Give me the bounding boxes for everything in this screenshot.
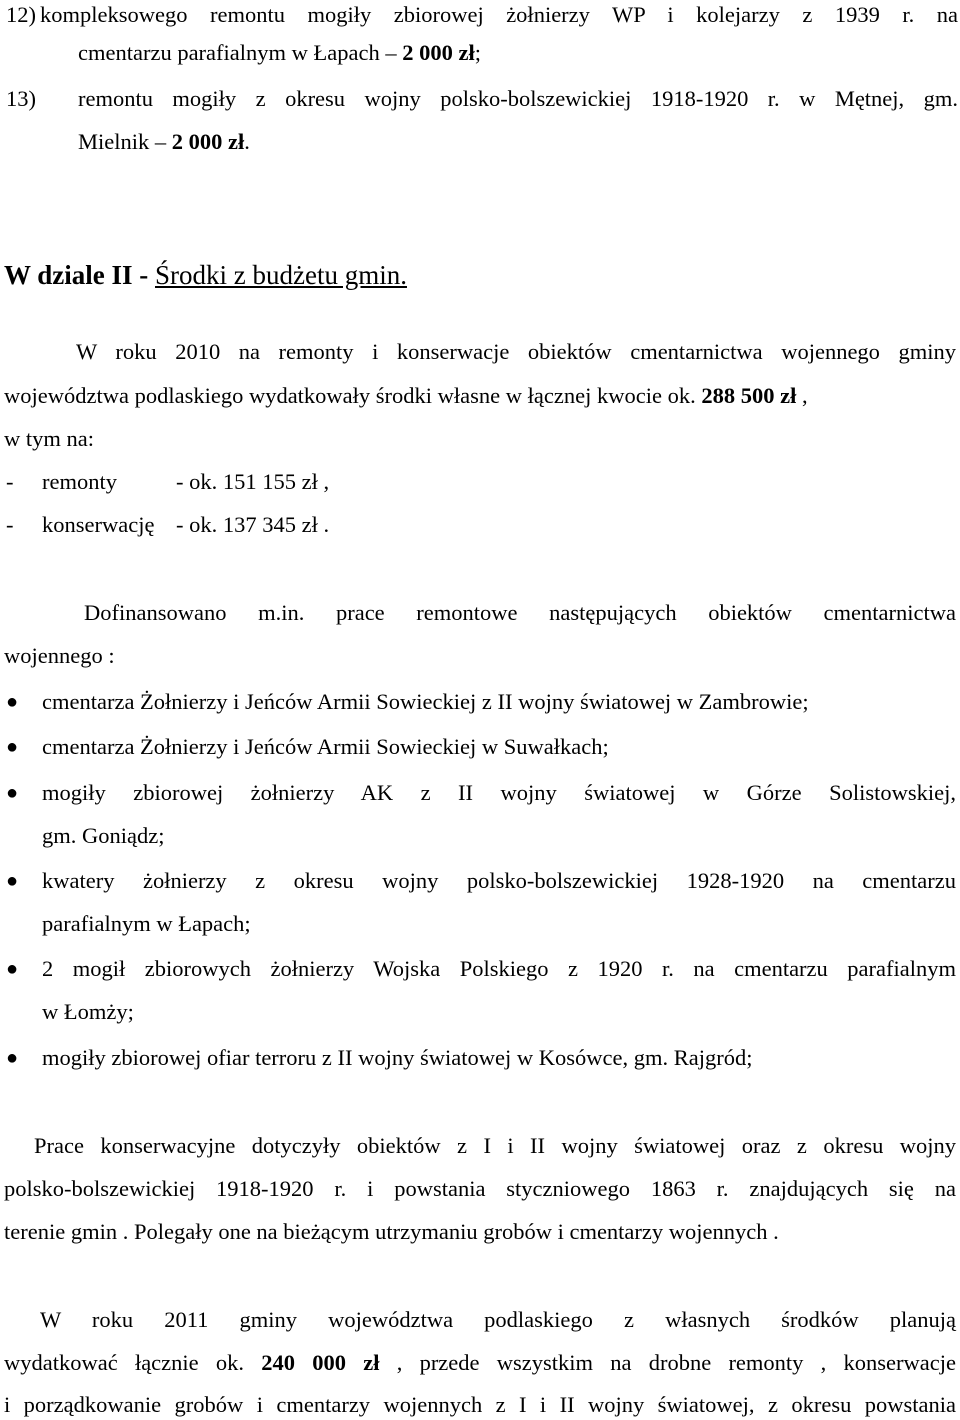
paragraph-text: wydatkować łącznie ok. (4, 1350, 262, 1375)
dash: - (6, 512, 14, 537)
amount: 240 000 zł (261, 1350, 380, 1375)
heading-underlined: Środki z budżetu gmin. (155, 260, 407, 290)
paragraph-line: polsko-bolszewickiej 1918-1920 r. i powstania styczniowego 1863 r. znajdujących się na (4, 1176, 956, 1201)
bullet-text: w Łomży; (42, 999, 134, 1024)
paragraph-line: terenie gmin . Polegały one na bieżącym utrzymaniu grobów i cmentarzy wojennych . (4, 1219, 779, 1244)
bullet-icon: ● (6, 782, 19, 804)
dash: - (6, 469, 14, 494)
bullet-text: cmentarza Żołnierzy i Jeńców Armii Sowieckiej z II wojny światowej w Zambrowie; (42, 689, 809, 714)
bullet-text: cmentarza Żołnierzy i Jeńców Armii Sowieckiej w Suwałkach; (42, 734, 609, 759)
breakdown-label: remonty (42, 469, 117, 494)
list-item-continuation (78, 38, 938, 68)
paragraph-line: w tym na: (4, 426, 94, 451)
bullet-text: mogiły zbiorowej ofiar terroru z II wojny światowej w Kosówce, gm. Rajgród; (42, 1045, 753, 1070)
bullet-text: kwatery żołnierzy z okresu wojny polsko-bolszewickiej 1928-1920 na cmentarzu (42, 868, 956, 893)
breakdown-label: konserwację (42, 512, 155, 537)
paragraph-line: wojennego : (4, 643, 115, 668)
paragraph-text: województwa podlaskiego wydatkowały środki własne w łącznej kwocie ok. (4, 383, 702, 408)
amount: 2 000 zł (171, 129, 245, 154)
list-text: kompleksowego remontu mogiły zbiorowej żołnierzy WP i kolejarzy z 1939 r. na (40, 2, 958, 27)
bullet-icon: ● (6, 958, 19, 980)
bullet-text: parafialnym w Łapach; (42, 911, 251, 936)
amount: 2 000 zł (402, 40, 475, 65)
list-number: 12) (6, 2, 36, 27)
bullet-text: gm. Goniądz; (42, 823, 165, 848)
punctuation: ; (474, 40, 481, 65)
paragraph-line: Dofinansowano m.in. prace remontowe następujących obiektów cmentarnictwa (84, 600, 956, 625)
amount: 288 500 zł (701, 383, 797, 408)
punctuation: . (244, 129, 250, 154)
punctuation: , (796, 383, 808, 408)
paragraph-line (4, 1348, 956, 1378)
paragraph-line: Prace konserwacyjne dotyczyły obiektów z I i II wojny światowej oraz z okresu wojny (34, 1133, 956, 1158)
paragraph-line: W roku 2010 na remonty i konserwacje obiektów cmentarnictwa wojennego gminy (76, 339, 956, 364)
paragraph-text: , przede wszystkim na drobne remonty , konserwacje (379, 1350, 956, 1375)
bullet-icon: ● (6, 870, 19, 892)
bullet-icon: ● (6, 691, 19, 713)
paragraph-line: W roku 2011 gminy województwa podlaskiego z własnych środków planują (40, 1307, 956, 1332)
paragraph-line: i porządkowanie grobów i cmentarzy wojennych z I i II wojny światowej, z okresu powstania (4, 1392, 956, 1417)
heading-prefix: W dziale II - (4, 260, 156, 290)
breakdown-value: - ok. 137 345 zł . (176, 512, 330, 537)
list-text: cmentarzu parafialnym w Łapach – (78, 40, 403, 65)
bullet-icon: ● (6, 736, 19, 758)
list-item-continuation (78, 127, 938, 157)
breakdown-value: - ok. 151 155 zł , (176, 469, 330, 494)
section-heading (4, 258, 960, 292)
list-text: remontu mogiły z okresu wojny polsko-bolszewickiej 1918-1920 r. w Mętnej, gm. (78, 86, 958, 111)
list-number: 13) (6, 86, 36, 111)
paragraph-line (4, 381, 956, 411)
list-text: Mielnik – (78, 129, 172, 154)
bullet-text: 2 mogił zbiorowych żołnierzy Wojska Polskiego z 1920 r. na cmentarzu parafialnym (42, 956, 956, 981)
bullet-text: mogiły zbiorowej żołnierzy AK z II wojny światowej w Górze Solistowskiej, (42, 780, 956, 805)
bullet-icon: ● (6, 1047, 19, 1069)
